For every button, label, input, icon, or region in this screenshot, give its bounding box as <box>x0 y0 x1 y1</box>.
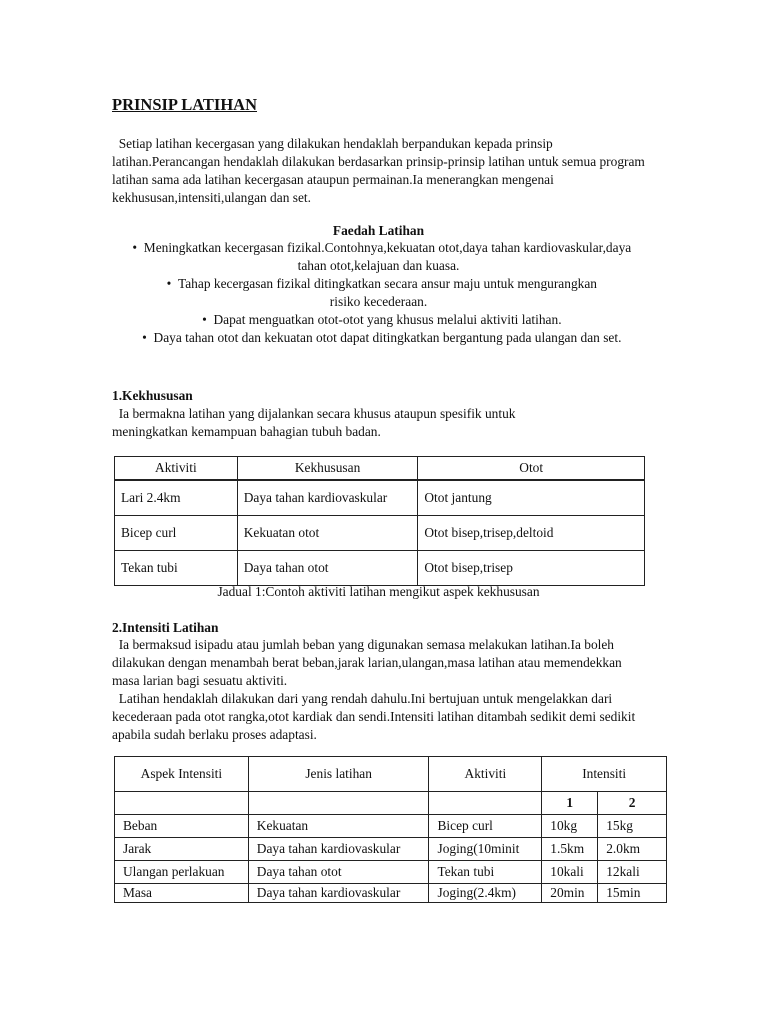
bullet-icon: • <box>202 312 207 327</box>
table-cell: Tekan tubi <box>115 551 238 586</box>
table-cell: 2.0km <box>598 838 667 861</box>
intensiti-paragraph-2: Latihan hendaklah dilakukan dari yang rendah dahulu.Ini bertujuan untuk mengelakkan dari kecederaan pada otot rangka,otot kardiak dan sendi.Intensiti latihan ditambah sedikit demi sedikit apabila sudah berlaku proses adaptasi. <box>112 691 639 742</box>
section-heading-kekhususan: 1.Kekhususan <box>112 388 193 403</box>
table-header-cell: Aktiviti <box>429 757 542 792</box>
table-header-cell: Intensiti <box>542 757 667 792</box>
table-cell: Joging(10minit <box>429 838 542 861</box>
bullet-text: Dapat menguatkan otot-otot yang khusus melalui aktiviti latihan. <box>213 312 562 327</box>
table-row <box>115 551 645 586</box>
bullet-icon: • <box>142 330 147 345</box>
table-cell <box>429 792 542 815</box>
table-cell <box>115 792 249 815</box>
section-heading-intensiti: 2.Intensiti Latihan <box>112 620 219 635</box>
table-cell: 10kali <box>542 861 598 884</box>
table-cell: Daya tahan kardiovaskular <box>237 480 418 516</box>
kekhususan-table <box>114 456 645 586</box>
bullet-item <box>112 329 645 347</box>
bullet-text: Tahap kecergasan fizikal ditingkatkan secara ansur maju untuk mengurangkan risiko kecederaan. <box>178 276 597 309</box>
table-cell: 15min <box>598 884 667 903</box>
table-cell: Ulangan perlakuan <box>115 861 249 884</box>
table-row <box>115 480 645 516</box>
table-cell: Bicep curl <box>429 815 542 838</box>
intro-paragraph: Setiap latihan kecergasan yang dilakukan hendaklah berpandukan kepada prinsip latihan.Perancangan hendaklah dilakukan berdasarkan prinsip-prinsip latihan untuk semua program latihan sama ada latihan kecergasan ataupun permainan.Ia menerangkan mengenai kekhususan,intensiti,ulangan dan set. <box>112 136 649 205</box>
table-cell: Otot bisep,trisep,deltoid <box>418 516 645 551</box>
page-title: PRINSIP LATIHAN <box>112 95 258 114</box>
table-cell: Bicep curl <box>115 516 238 551</box>
table-cell: Kekuatan <box>248 815 429 838</box>
table-subheader-cell: 1 <box>542 792 598 815</box>
table-cell: Masa <box>115 884 249 903</box>
table-cell: 1.5km <box>542 838 598 861</box>
table-header-cell: Kekhususan <box>237 457 418 481</box>
table-subheader-cell: 2 <box>598 792 667 815</box>
table-row <box>115 516 645 551</box>
table-cell: 15kg <box>598 815 667 838</box>
table-row <box>115 838 667 861</box>
bullet-text: Daya tahan otot dan kekuatan otot dapat ditingkatkan bergantung pada ulangan dan set. <box>153 330 622 345</box>
table-cell: Otot jantung <box>418 480 645 516</box>
table-cell: Jarak <box>115 838 249 861</box>
bullet-item <box>112 311 645 329</box>
table-row <box>115 861 667 884</box>
table-cell: Joging(2.4km) <box>429 884 542 903</box>
faedah-bullet-list <box>112 239 645 347</box>
table-cell: Lari 2.4km <box>115 480 238 516</box>
table-row <box>115 815 667 838</box>
table-header-cell: Aspek Intensiti <box>115 757 249 792</box>
intensiti-paragraph-1: Ia bermaksud isipadu atau jumlah beban yang digunakan semasa melakukan latihan.Ia boleh dilakukan dengan menambah berat beban,jarak larian,ulangan,masa latihan atau memendekkan masa larian bagi sesuatu aktiviti. <box>112 637 626 688</box>
intensiti-table <box>114 756 667 903</box>
table-header-row <box>115 457 645 481</box>
table-cell: 10kg <box>542 815 598 838</box>
table-header-cell: Otot <box>418 457 645 481</box>
table-cell: Beban <box>115 815 249 838</box>
bullet-icon: • <box>166 276 172 291</box>
table-cell: Daya tahan otot <box>248 861 429 884</box>
table-subheader-row <box>115 792 667 815</box>
table-header-cell: Aktiviti <box>115 457 238 481</box>
table-cell: Daya tahan otot <box>237 551 418 586</box>
bullet-text: Meningkatkan kecergasan fizikal.Contohnya,kekuatan otot,daya tahan kardiovaskular,daya tahan otot,kelajuan dan kuasa. <box>143 240 632 273</box>
bullet-item <box>112 275 645 311</box>
table-caption: Jadual 1:Contoh aktiviti latihan mengikut aspek kekhususan <box>217 584 540 599</box>
table-cell: Tekan tubi <box>429 861 542 884</box>
kekhususan-paragraph: Ia bermakna latihan yang dijalankan secara khusus ataupun spesifik untuk meningkatkan kemampuan bahagian tubuh badan. <box>112 406 519 439</box>
table-cell: Kekuatan otot <box>237 516 418 551</box>
table-cell: Daya tahan kardiovaskular <box>248 838 429 861</box>
faedah-heading: Faedah Latihan <box>332 223 425 238</box>
table-header-cell: Jenis latihan <box>248 757 429 792</box>
table-row <box>115 884 667 903</box>
bullet-icon: • <box>132 240 138 255</box>
table-header-row <box>115 757 667 792</box>
table-cell: Otot bisep,trisep <box>418 551 645 586</box>
bullet-item <box>112 239 645 275</box>
table-cell: 20min <box>542 884 598 903</box>
table-cell <box>248 792 429 815</box>
table-cell: Daya tahan kardiovaskular <box>248 884 429 903</box>
table-cell: 12kali <box>598 861 667 884</box>
